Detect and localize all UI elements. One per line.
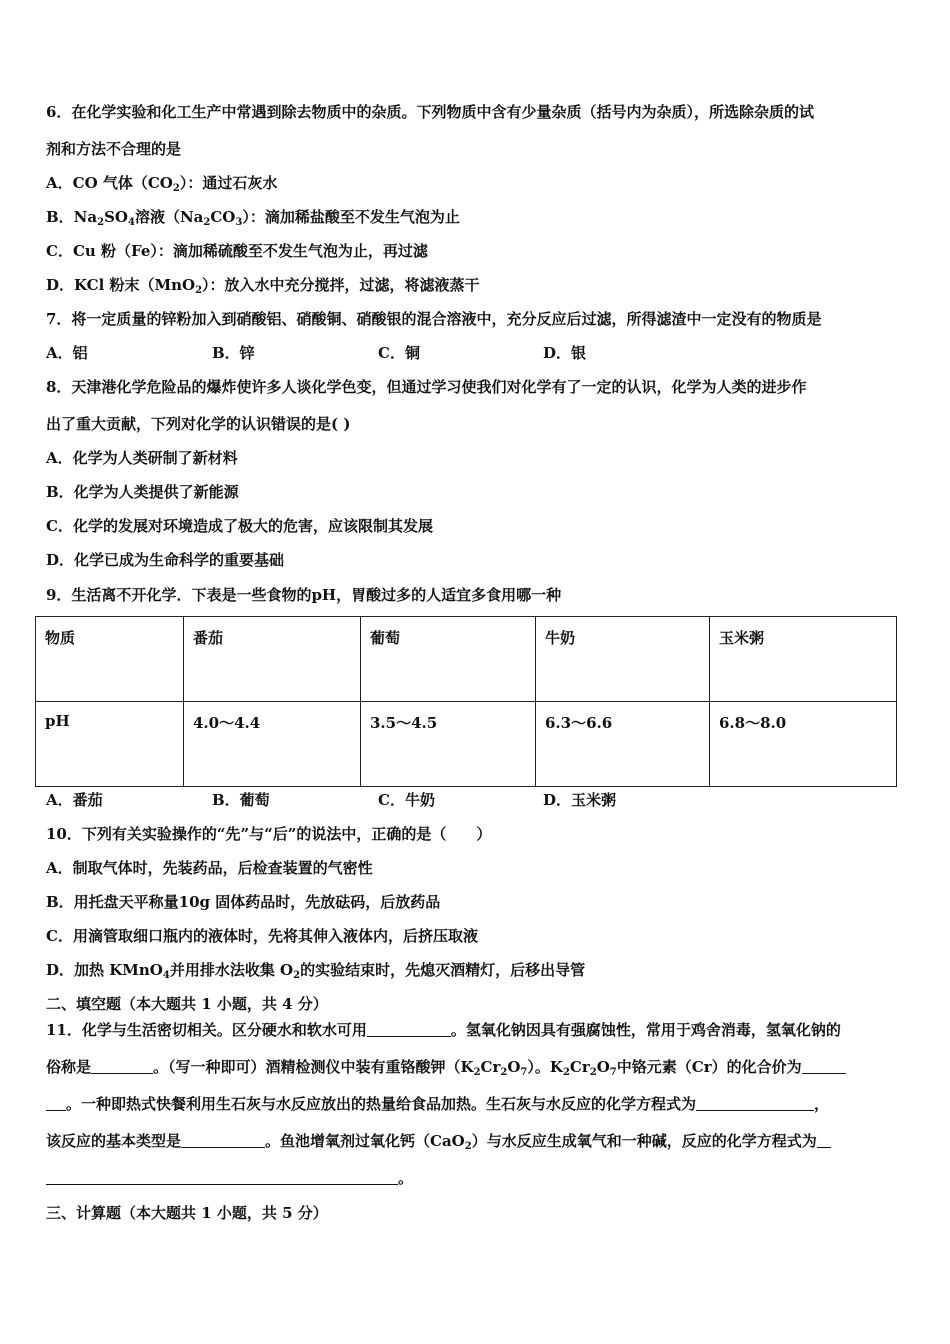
- answer-blank-2[interactable]: [91, 1057, 153, 1074]
- answer-blank-4[interactable]: [696, 1094, 814, 1111]
- table-cell: pH: [36, 702, 184, 787]
- answer-blank-6b[interactable]: [46, 1168, 398, 1185]
- table-cell: 4.0～4.4: [184, 702, 361, 787]
- q10-option-d[interactable]: D．加热 KMnO$_4$并用排水法收集 $O_2$的实验结束时，先熄灭酒精灯，后移出导管: [46, 961, 586, 981]
- table-header-row: [36, 617, 897, 702]
- q8-option-d[interactable]: D．化学已成为生命科学的重要基础: [46, 551, 285, 569]
- table-cell: 3.5～4.5: [361, 702, 536, 787]
- table-row: [36, 702, 897, 787]
- q10-option-b[interactable]: B．用托盘天平称量10g 固体药品时，先放砝码，后放药品: [46, 893, 441, 911]
- q9-option-d[interactable]: D．玉米粥: [543, 791, 617, 809]
- q7-option-c[interactable]: C．铜: [378, 344, 420, 362]
- q11-line1: 11．化学与生活密切相关。区分硬水和软水可用 。氢氧化钠因具有强腐蚀性，常用于鸡舍消毒，氢氧化钠的: [46, 1021, 841, 1039]
- q9-option-b[interactable]: B．葡萄: [212, 791, 270, 809]
- q7-stem: 7．将一定质量的锌粉加入到硝酸铝、硝酸铜、硝酸银的混合溶液中，充分反应后过滤，所得滤渣中一定没有的物质是: [46, 310, 822, 328]
- table-cell: 番茄: [184, 617, 361, 702]
- q6-option-b[interactable]: B．$Na_2SO_4$溶液$(Na_2CO_3)$：滴加稀盐酸至不发生气泡为止: [46, 208, 460, 228]
- q6-stem-line1: 6．在化学实验和化工生产中常遇到除去物质中的杂质。下列物质中含有少量杂质（括号内为杂质），所选除杂质的试: [46, 103, 814, 121]
- table-cell: 牛奶: [536, 617, 710, 702]
- q10-option-c[interactable]: C．用滴管取细口瓶内的液体时，先将其伸入液体内，后挤压取液: [46, 927, 478, 945]
- answer-blank-1[interactable]: [367, 1020, 451, 1037]
- section-heading-calculation: 三、计算题（本大题共 1 小题，共 5 分）: [46, 1204, 328, 1222]
- q7-option-b[interactable]: B．锌: [212, 344, 255, 362]
- q7-option-a[interactable]: A．铝: [46, 344, 88, 362]
- q9-stem: 9．生活离不开化学．下表是一些食物的pH，胃酸过多的人适宜多食用哪一种: [46, 586, 562, 604]
- answer-blank-3a[interactable]: [802, 1057, 846, 1074]
- q6-option-d[interactable]: D．KCl 粉末（MnO$_2$）：放入水中充分搅拌，过滤，将滤液蒸干: [46, 276, 480, 296]
- q10-stem: 10．下列有关实验操作的“先”与“后”的说法中，正确的是（ ）: [46, 825, 492, 843]
- q9-option-c[interactable]: C．牛奶: [378, 791, 435, 809]
- q7-option-d[interactable]: D．银: [543, 344, 587, 362]
- q8-option-c[interactable]: C．化学的发展对环境造成了极大的危害，应该限制其发展: [46, 517, 433, 535]
- q8-option-b[interactable]: B．化学为人类提供了新能源: [46, 483, 239, 501]
- q11-line3: 。一种即热式快餐利用生石灰与水反应放出的热量给食品加热。生石灰与水反应的化学方程式为 ，: [46, 1094, 829, 1114]
- q8-option-a[interactable]: A．化学为人类研制了新材料: [46, 449, 238, 467]
- section-heading-fill-in: 二、填空题（本大题共 1 小题，共 4 分）: [46, 995, 328, 1013]
- q6-stem-line2: 剂和方法不合理的是: [46, 140, 182, 158]
- q9-option-a[interactable]: A．番茄: [46, 791, 103, 809]
- answer-blank-5[interactable]: [181, 1131, 265, 1148]
- q6-option-a[interactable]: A．CO 气体$(CO_2)$：通过石灰水: [46, 174, 278, 194]
- q11-line5: 。: [46, 1168, 413, 1188]
- table-cell: 物质: [36, 617, 184, 702]
- table-cell: 葡萄: [361, 617, 536, 702]
- q8-stem-line2: 出了重大贡献，下列对化学的认识错误的是( ): [46, 415, 351, 433]
- table-cell: 玉米粥: [710, 617, 897, 702]
- answer-blank-3b[interactable]: [46, 1094, 66, 1111]
- ph-table: [35, 616, 897, 787]
- table-cell: 6.8～8.0: [710, 702, 897, 787]
- answer-blank-6a[interactable]: [817, 1131, 831, 1148]
- q11-line4: 该反应的基本类型是 。鱼池增氧剂过氧化钙（CaO$_2$）与水反应生成氧气和一种碱，反应的化学方程式为: [46, 1131, 831, 1151]
- q8-stem-line1: 8．天津港化学危险品的爆炸使许多人谈化学色变，但通过学习使我们对化学有了一定的认识，化学为人类的进步作: [46, 378, 807, 396]
- q10-option-a[interactable]: A．制取气体时，先装药品，后检查装置的气密性: [46, 859, 373, 877]
- q11-line2: 俗称是 。（写一种即可）酒精检测仪中装有重铬酸钾$(K_2Cr_2O_7)$。$K_2Cr_2O_7$中铬元素（Cr）的化合价为: [46, 1057, 846, 1077]
- q6-option-c[interactable]: C．Cu 粉（Fe）：滴加稀硫酸至不发生气泡为止，再过滤: [46, 242, 428, 260]
- table-cell: 6.3～6.6: [536, 702, 710, 787]
